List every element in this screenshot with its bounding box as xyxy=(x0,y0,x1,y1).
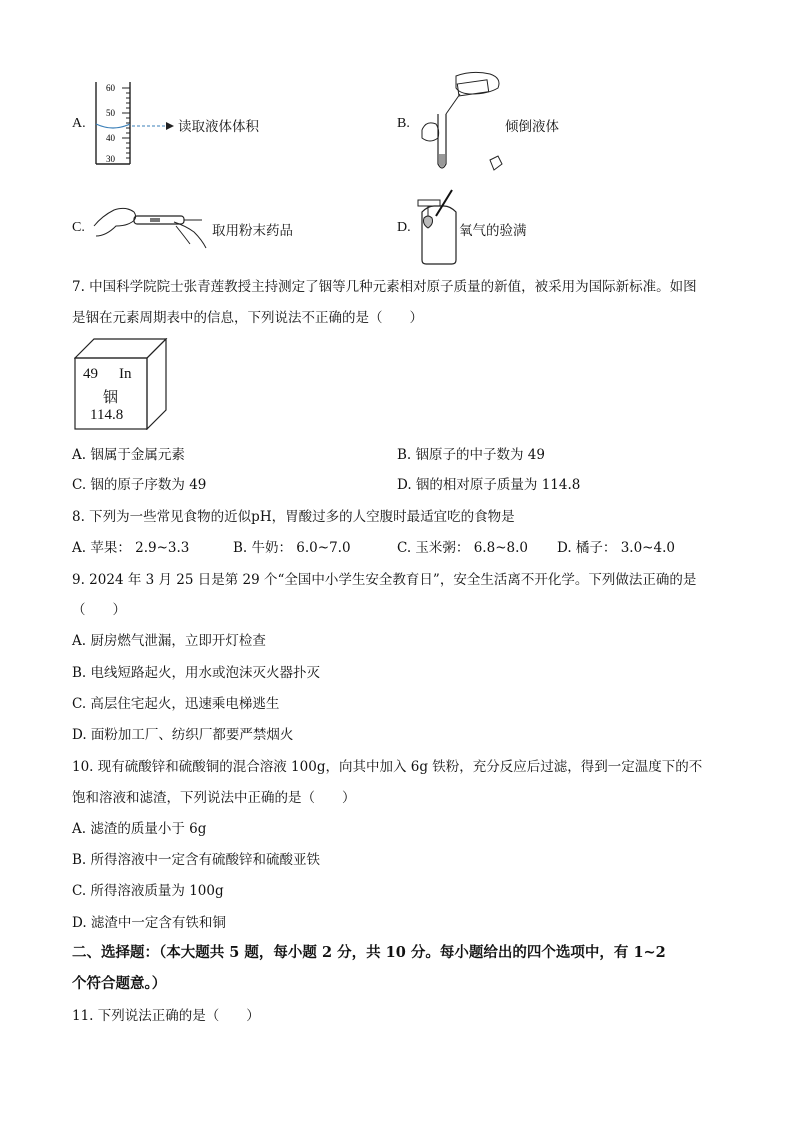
q9-option-d: D. 面粉加工厂、纺织厂都要严禁烟火 xyxy=(72,727,294,743)
figure-b-label: B. xyxy=(397,116,410,131)
q9-option-c: C. 高层住宅起火，迅速乘电梯逃生 xyxy=(72,696,280,712)
q10-stem-line2: 饱和溶液和滤渣，下列说法中正确的是（ ） xyxy=(72,790,356,806)
atomic-number: 49 xyxy=(83,366,98,382)
figure-b-caption: 倾倒液体 xyxy=(505,119,559,135)
q8-stem: 8. 下列为一些常见食物的近似pH，胃酸过多的人空腹时最适宜吃的食物是 xyxy=(72,509,515,525)
q7-option-b: B. 铟原子的中子数为 49 xyxy=(397,447,545,463)
element-name: 铟 xyxy=(103,390,119,406)
tick-label: 50 xyxy=(106,108,115,118)
q10-option-a: A. 滤渣的质量小于 6g xyxy=(72,821,207,837)
section-2-heading-line2: 个符合题意。） xyxy=(72,975,167,992)
tick-label: 60 xyxy=(106,83,115,93)
q8-option-a: A. 苹果： 2.9~3.3 xyxy=(72,540,190,556)
section-2-heading-line1: 二、选择题：（本大题共 5 题，每小题 2 分，共 10 分。每小题给出的四个选项中，有 1~2 xyxy=(72,944,666,961)
element-card xyxy=(74,338,168,430)
q9-stem-line1: 9. 2024 年 3 月 25 日是第 29 个“全国中小学生安全教育日”，安全生活离不开化学。下列做法正确的是 xyxy=(72,572,697,588)
figure-d-label: D. xyxy=(397,220,411,235)
q9-option-a: A. 厨房燃气泄漏，立即开灯检查 xyxy=(72,633,266,649)
q8-option-c: C. 玉米粥： 6.8~8.0 xyxy=(397,540,528,556)
atomic-mass: 114.8 xyxy=(90,407,124,423)
q7-option-a: A. 铟属于金属元素 xyxy=(72,447,185,463)
q7-stem-line2: 是铟在元素周期表中的信息，下列说法不正确的是（ ） xyxy=(72,310,423,326)
q8-option-d: D. 橘子： 3.0~4.0 xyxy=(557,540,675,556)
q9-stem-line2: （ ） xyxy=(72,602,126,618)
oxygen-bottle-icon xyxy=(414,188,462,266)
q7-stem-line1: 7. 中国科学院院士张青莲教授主持测定了铟等几种元素相对原子质量的新值，被采用为国际新标准。如图 xyxy=(72,279,697,295)
powder-spatula-icon xyxy=(90,196,212,252)
figure-c-caption: 取用粉末药品 xyxy=(212,223,293,239)
q7-option-c: C. 铟的原子序数为 49 xyxy=(72,477,207,493)
q11-stem: 11. 下列说法正确的是（ ） xyxy=(72,1008,260,1024)
q8-option-b: B. 牛奶： 6.0~7.0 xyxy=(233,540,351,556)
figure-a-label: A. xyxy=(72,116,86,131)
tick-label: 30 xyxy=(106,154,115,164)
q10-stem-line1: 10. 现有硫酸锌和硫酸铜的混合溶液 100g，向其中加入 6g 铁粉，充分反应后过滤，得到一定温度下的不 xyxy=(72,759,703,775)
figure-a-caption: 读取液体体积 xyxy=(178,119,259,135)
q9-option-b: B. 电线短路起火，用水或泡沫灭火器扑灭 xyxy=(72,665,321,681)
graduated-cylinder-icon xyxy=(88,80,178,166)
figure-c-label: C. xyxy=(72,220,85,235)
q10-option-d: D. 滤渣中一定含有铁和铜 xyxy=(72,915,226,931)
element-symbol: In xyxy=(119,366,132,382)
pouring-liquid-icon xyxy=(412,68,512,180)
q7-option-d: D. 铟的相对原子质量为 114.8 xyxy=(397,477,581,493)
q10-option-b: B. 所得溶液中一定含有硫酸锌和硫酸亚铁 xyxy=(72,852,321,868)
q10-option-c: C. 所得溶液质量为 100g xyxy=(72,883,224,899)
tick-label: 40 xyxy=(106,133,115,143)
figure-d-caption: 氧气的验满 xyxy=(459,223,527,239)
